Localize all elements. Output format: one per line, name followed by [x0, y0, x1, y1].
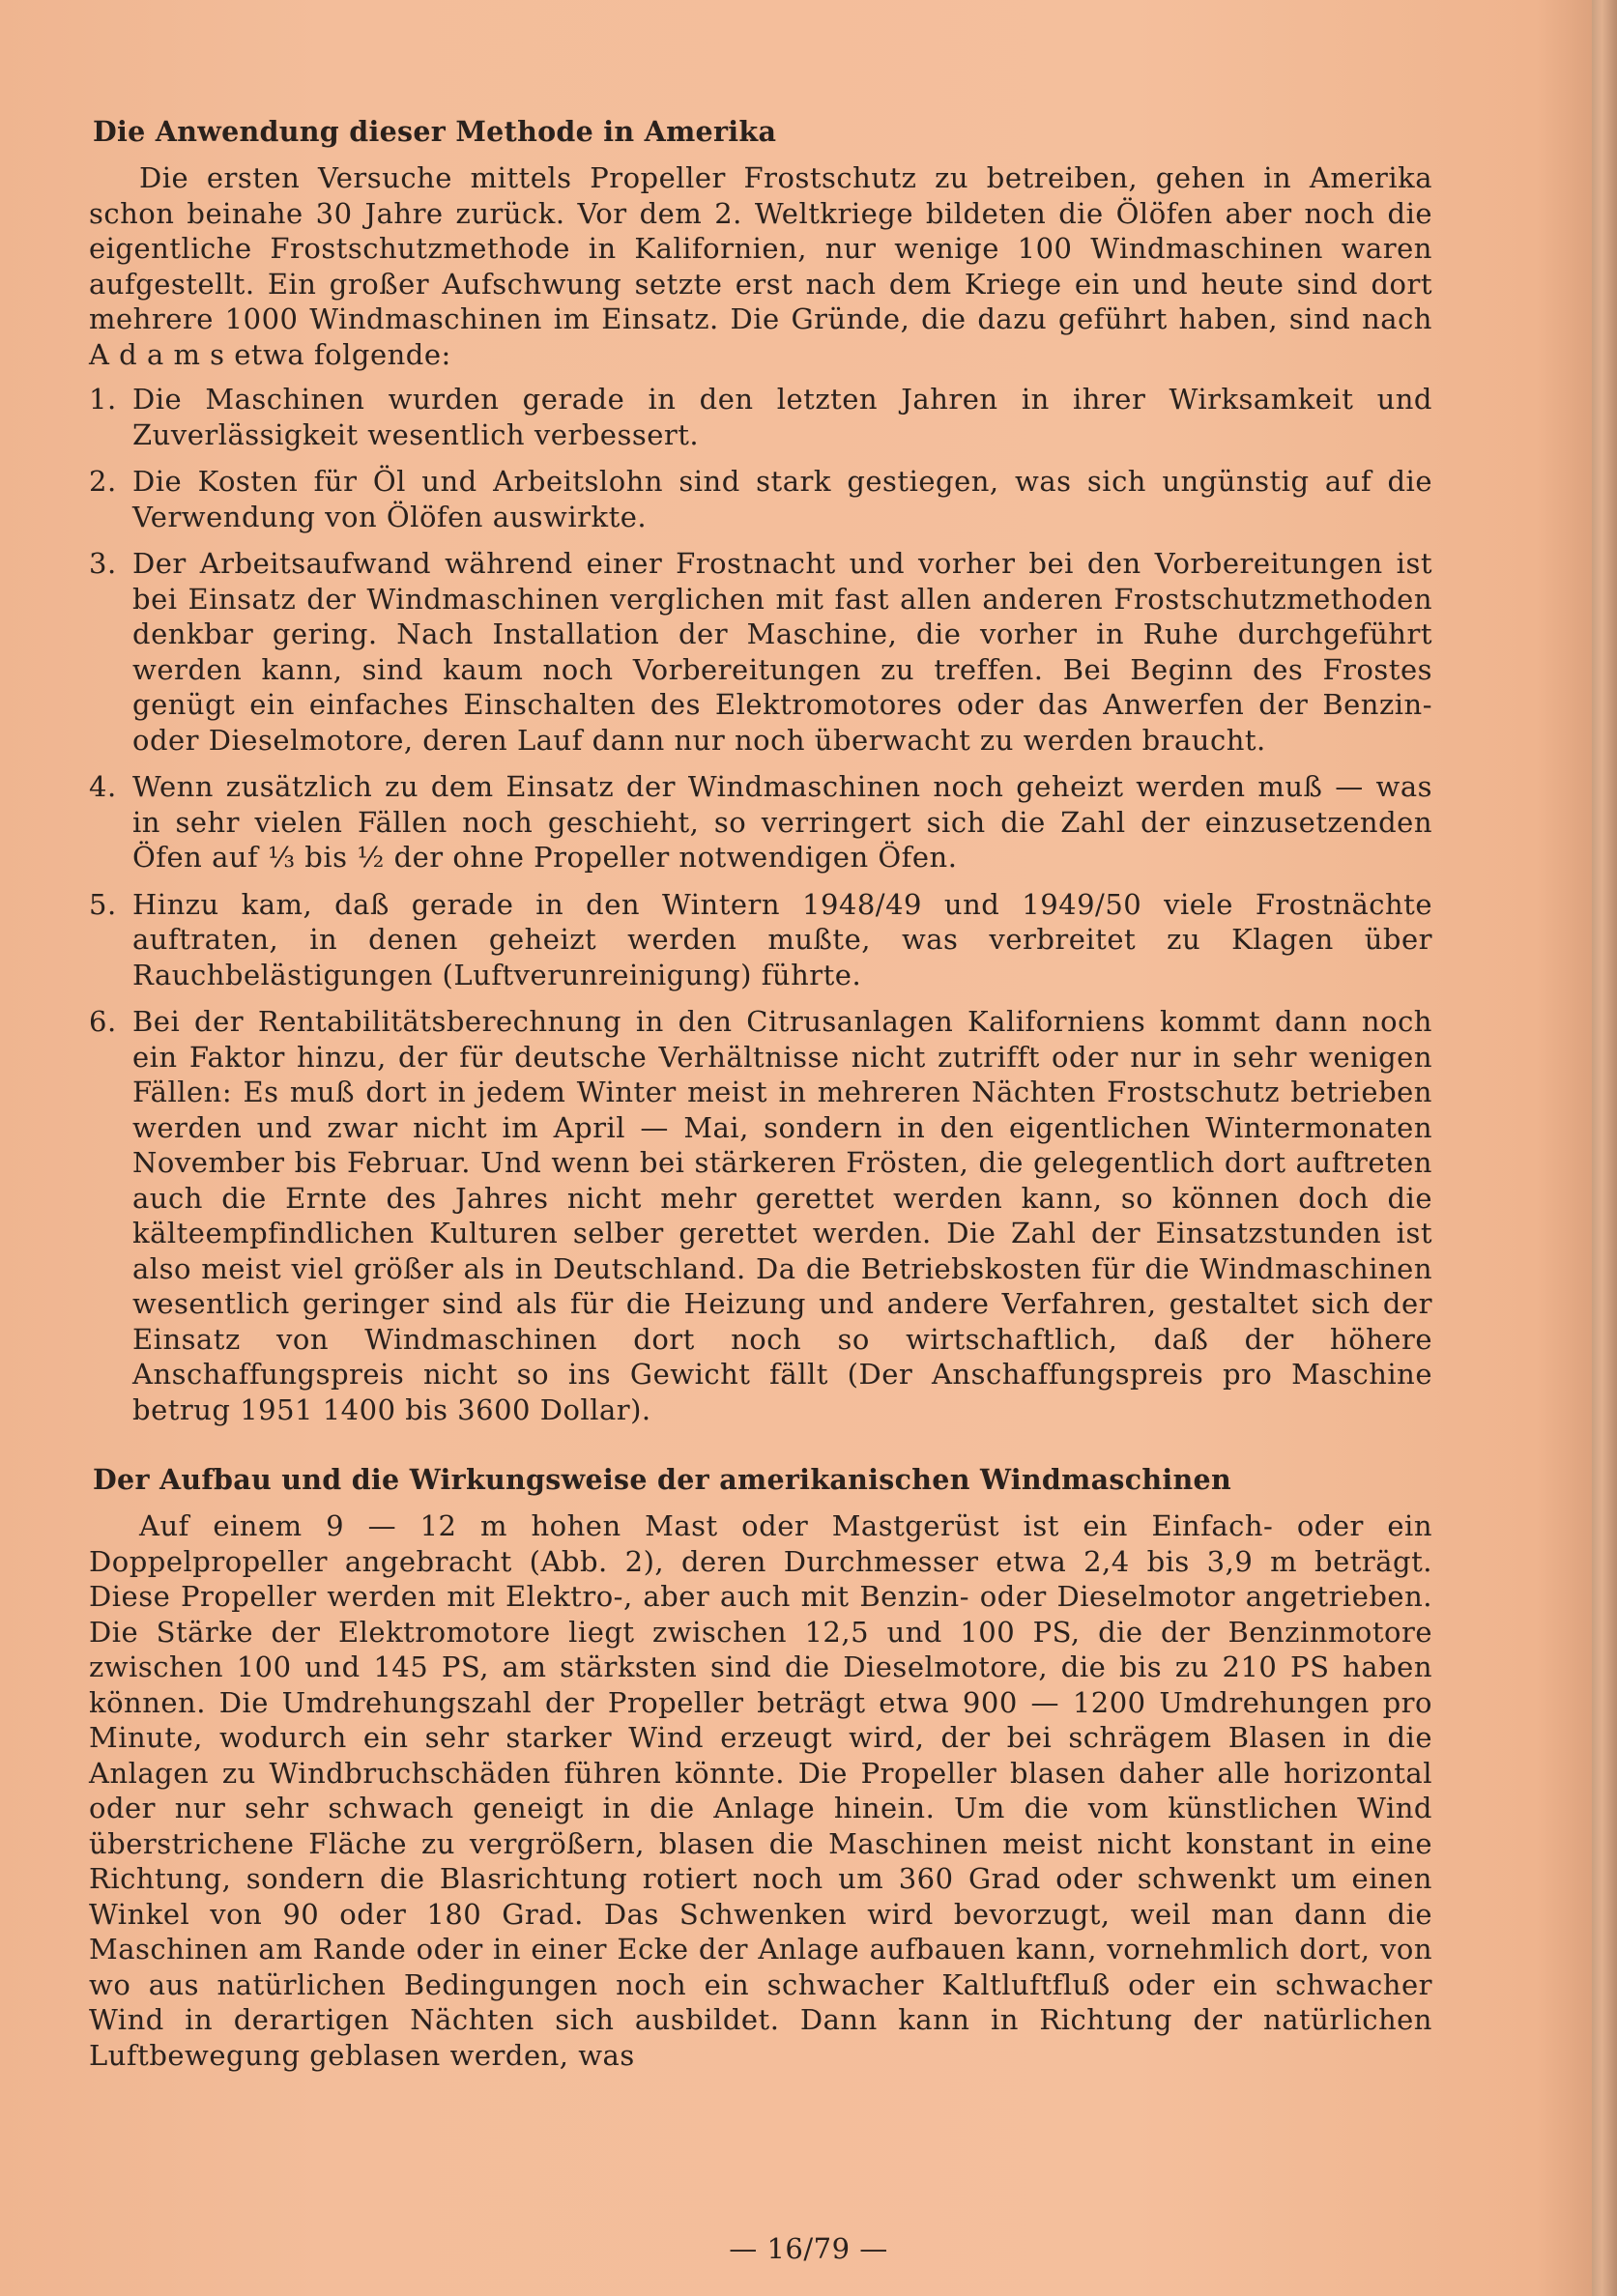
list-item-text: Der Arbeitsaufwand während einer Frostnacht und vorher bei den Vorbereitungen ist bei Einsatz der Windmaschinen verglichen mit fast allen anderen Frostschutzmethoden denkbar gering. Nach Installation der Maschine, die vorher in Ruhe durchgeführt werden kann, sind kaum noch Vorbereitungen zu treffen. Bei Beginn des Frostes genügt ein einfaches Einschalten des Elektromotores oder das Anwerfen der Benzin- oder Dieselmotore, deren Lauf dann nur noch überwacht zu werden braucht. [132, 547, 1432, 757]
body-paragraph: Auf einem 9 — 12 m hohen Mast oder Mastgerüst ist ein Einfach- oder ein Doppelpropeller angebracht (Abb. 2), deren Durchmesser etwa 2,4 bis 3,9 m beträgt. Diese Propeller werden mit Elektro-, aber auch mit Benzin- oder Dieselmotor angetrieben. Die Stärke der Elektromotore liegt zwischen 12,5 und 100 PS, die der Benzinmotore zwischen 100 und 145 PS, am stärksten sind die Dieselmotore, die bis zu 210 PS haben können. Die Umdrehungszahl der Propeller beträgt etwa 900 — 1200 Umdrehungen pro Minute, wodurch ein sehr starker Wind erzeugt wird, der bei schrägem Blasen in die Anlagen zu Windbruchschäden führen könnte. Die Propeller blasen daher alle horizontal oder nur sehr schwach geneigt in die Anlage hinein. Um die vom künstlichen Wind überstrichene Fläche zu vergrößern, blasen die Maschinen meist nicht konstant in eine Richtung, sondern die Blasrichtung rotiert noch um 360 Grad oder schwenkt um einen Winkel von 90 oder 180 Grad. Das Schwenken wird bevorzugt, weil man dann die Maschinen am Rande oder in einer Ecke der Anlage aufbauen kann, vornehmlich dort, von wo aus natürlichen Bedingungen noch ein schwacher Kaltluftfluß oder ein schwacher Wind in derartigen Nächten sich ausbildet. Dann kann in Richtung der natürlichen Luftbewegung geblasen werden, was [89, 1509, 1432, 2072]
intro-paragraph: Die ersten Versuche mittels Propeller Frostschutz zu betreiben, gehen in Amerika schon beinahe 30 Jahre zurück. Vor dem 2. Weltkriege bildeten die Ölöfen aber noch die eigentliche Frostschutzmethode in Kalifornien, nur wenige 100 Windmaschinen waren aufgestellt. Ein großer Aufschwung setzte erst nach dem Kriege ein und heute sind dort mehrere 1000 Windmaschinen im Einsatz. Die Gründe, die dazu geführt haben, sind nach A d a m s etwa folgende: [89, 161, 1432, 371]
list-item [89, 1004, 1432, 1427]
page-content [89, 114, 1432, 2082]
list-item [89, 464, 1432, 534]
section-heading: Der Aufbau und die Wirkungsweise der amerikanischen Windmaschinen [93, 1463, 1231, 1496]
list-item-text: Die Maschinen wurden gerade in den letzten Jahren in ihrer Wirksamkeit und Zuverlässigkeit wesentlich verbessert. [132, 383, 1432, 451]
list-item-number: 4. [89, 770, 117, 803]
list-item [89, 382, 1432, 452]
list-item-number: 2. [89, 465, 117, 498]
list-item-number: 6. [89, 1005, 117, 1038]
list-item [89, 546, 1432, 758]
list-item [89, 887, 1432, 993]
list-item-text: Bei der Rentabilitätsberechnung in den Citrusanlagen Kaliforniens kommt dann noch ein Faktor hinzu, der für deutsche Verhältnisse nicht zutrifft oder nur in sehr wenigen Fällen: Es muß dort in jedem Winter meist in mehreren Nächten Frostschutz betrieben werden und zwar nicht im April — Mai, sondern in den eigentlichen Wintermonaten November bis Februar. Und wenn bei stärkeren Frösten, die gelegentlich dort auftreten auch die Ernte des Jahres nicht mehr gerettet werden kann, so können doch die kälteempfindlichen Kulturen selber gerettet werden. Die Zahl der Einsatzstunden ist also meist viel größer als in Deutschland. Da die Betriebskosten für die Windmaschinen wesentlich geringer sind als für die Heizung und andere Verfahren, gestaltet sich der Einsatz von Windmaschinen dort noch so wirtschaftlich, daß der höhere Anschaffungspreis nicht so ins Gewicht fällt (Der Anschaffungspreis pro Maschine betrug 1951 1400 bis 3600 Dollar). [132, 1005, 1432, 1426]
reasons-list [89, 382, 1432, 1427]
list-item-text: Die Kosten für Öl und Arbeitslohn sind stark gestiegen, was sich ungünstig auf die Verwendung von Ölöfen auswirkte. [132, 465, 1432, 533]
list-item-number: 5. [89, 887, 117, 921]
page-edge [1592, 0, 1617, 2296]
list-item-number: 1. [89, 383, 117, 416]
list-item [89, 769, 1432, 875]
page-number: — 16/79 — [729, 2232, 888, 2265]
section-heading: Die Anwendung dieser Methode in Amerika [93, 115, 777, 148]
list-item-text: Wenn zusätzlich zu dem Einsatz der Windmaschinen noch geheizt werden muß — was in sehr vielen Fällen noch geschieht, so verringert sich die Zahl der einzusetzenden Öfen auf ⅓ bis ½ der ohne Propeller notwendigen Öfen. [132, 770, 1432, 874]
list-item-number: 3. [89, 547, 117, 580]
list-item-text: Hinzu kam, daß gerade in den Wintern 1948/49 und 1949/50 viele Frostnächte auftraten, in denen geheizt werden mußte, was verbreitet zu Klagen über Rauchbelästigungen (Luftverunreinigung) führte. [132, 887, 1432, 991]
